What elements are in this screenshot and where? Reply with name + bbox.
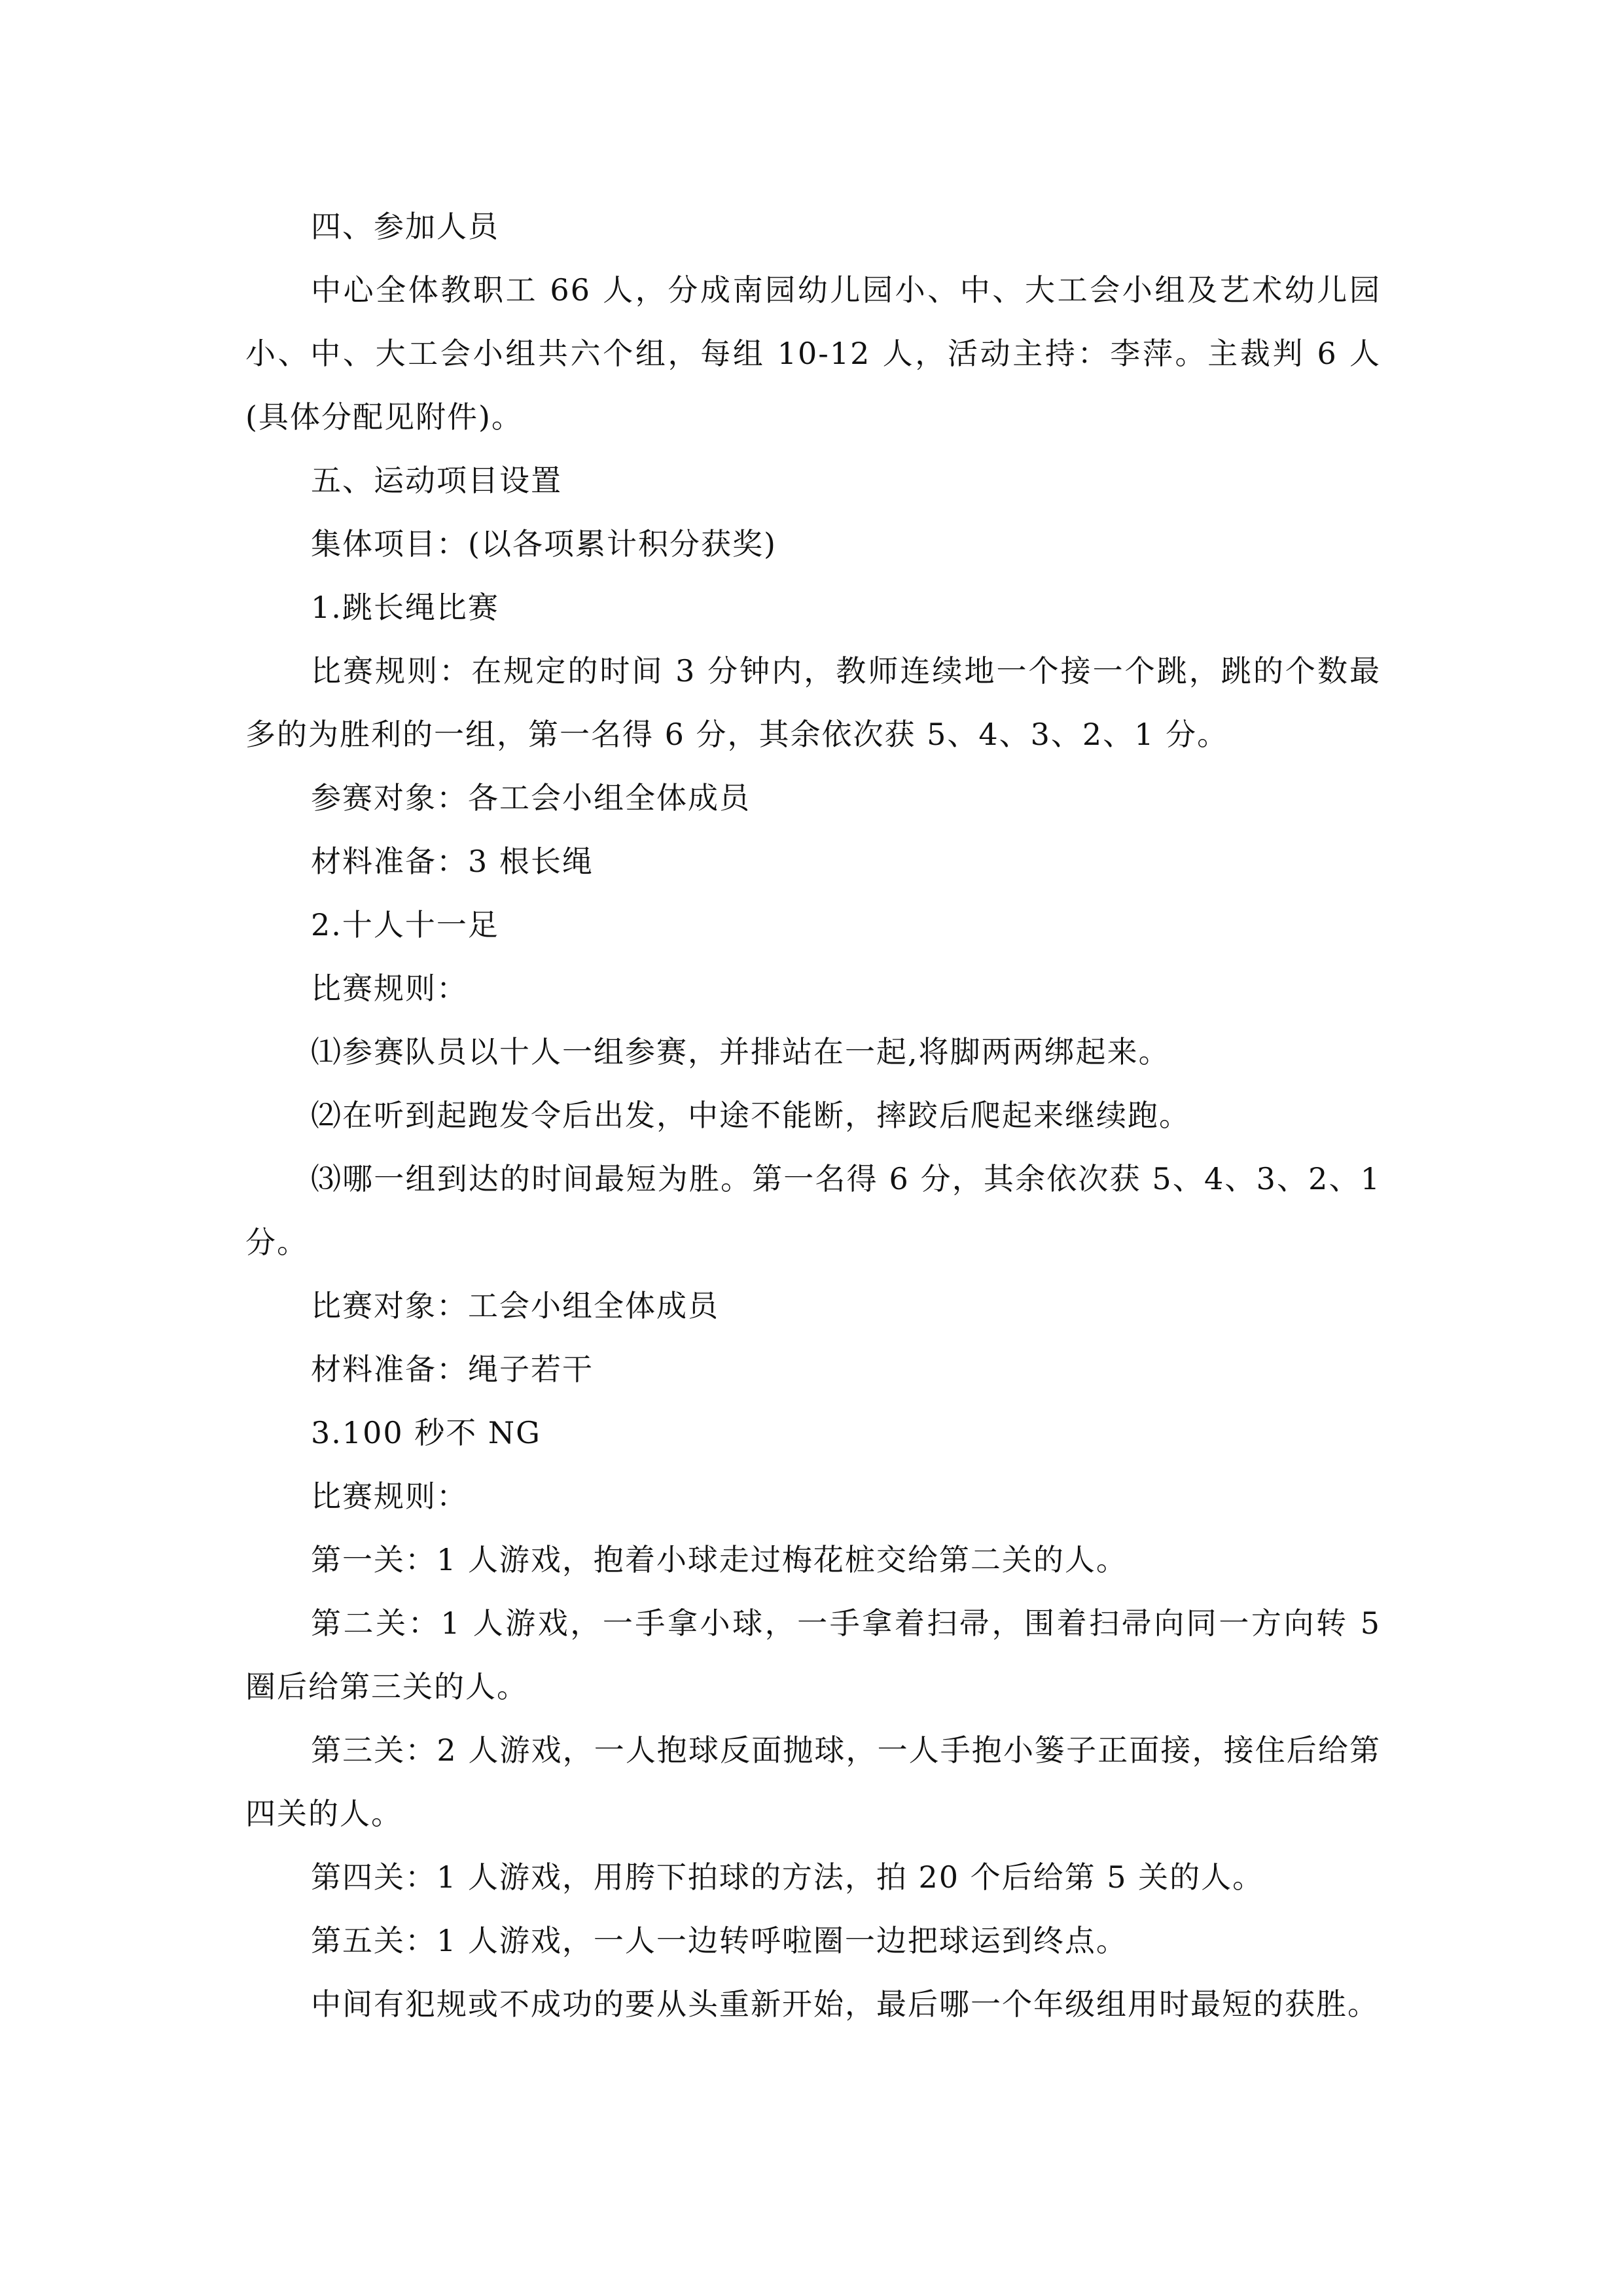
stage-3: 第三关：2 人游戏，一人抱球反面抛球，一人手抱小篓子正面接，接住后给第四关的人。 [245,1732,1381,1831]
event-title-ten-people: 2.十人十一足 [311,907,499,942]
section-heading-events: 五、运动项目设置 [311,463,562,498]
event-title-100-seconds: 3.100 秒不 NG [311,1415,541,1450]
stage-2: 第二关：1 人游戏，一手拿小球，一手拿着扫帚，围着扫帚向同一方向转 5 圈后给第三关的人。 [245,1605,1381,1704]
ten-people-rules-heading: 比赛规则： [311,971,468,1006]
long-rope-materials: 材料准备：3 根长绳 [311,844,594,879]
ten-people-rule-1: ⑴参赛队员以十人一组参赛，并排站在一起,将脚两两绑起来。 [311,1034,1170,1069]
long-rope-participants: 参赛对象：各工会小组全体成员 [311,780,751,816]
participants-paragraph: 中心全体教职工 66 人，分成南园幼儿园小、中、大工会小组及艺术幼儿园小、中、大工会小组共六个组，每组 10-12 人，活动主持：李萍。主裁判 6 人(具体分配见附件)。 [245,272,1381,435]
stage-4: 第四关：1 人游戏，用胯下拍球的方法，拍 20 个后给第 5 关的人。 [311,1859,1264,1895]
stage-1: 第一关：1 人游戏，抱着小球走过梅花桩交给第二关的人。 [311,1542,1128,1577]
long-rope-rules: 比赛规则：在规定的时间 3 分钟内，教师连续地一个接一个跳，跳的个数最多的为胜利的一组，第一名得 6 分，其余依次获 5、4、3、2、1 分。 [245,653,1381,752]
ten-people-rule-3: ⑶哪一组到达的时间最短为胜。第一名得 6 分，其余依次获 5、4、3、2、1 分。 [245,1161,1381,1260]
document-body [245,195,1381,2036]
section-heading-participants: 四、参加人员 [311,209,499,244]
stage-5: 第五关：1 人游戏，一人一边转呼啦圈一边把球运到终点。 [311,1923,1128,1958]
ten-people-rule-2: ⑵在听到起跑发令后出发，中途不能断，摔跤后爬起来继续跑。 [311,1098,1190,1133]
100-seconds-closing-rule: 中间有犯规或不成功的要从头重新开始，最后哪一个年级组用时最短的获胜。 [311,1986,1379,2022]
event-title-long-rope: 1.跳长绳比赛 [311,590,499,625]
group-events-intro: 集体项目：(以各项累计积分获奖) [311,526,777,562]
ten-people-materials: 材料准备：绳子若干 [311,1352,594,1387]
100-seconds-rules-heading: 比赛规则： [311,1479,468,1514]
ten-people-participants: 比赛对象：工会小组全体成员 [311,1288,719,1323]
